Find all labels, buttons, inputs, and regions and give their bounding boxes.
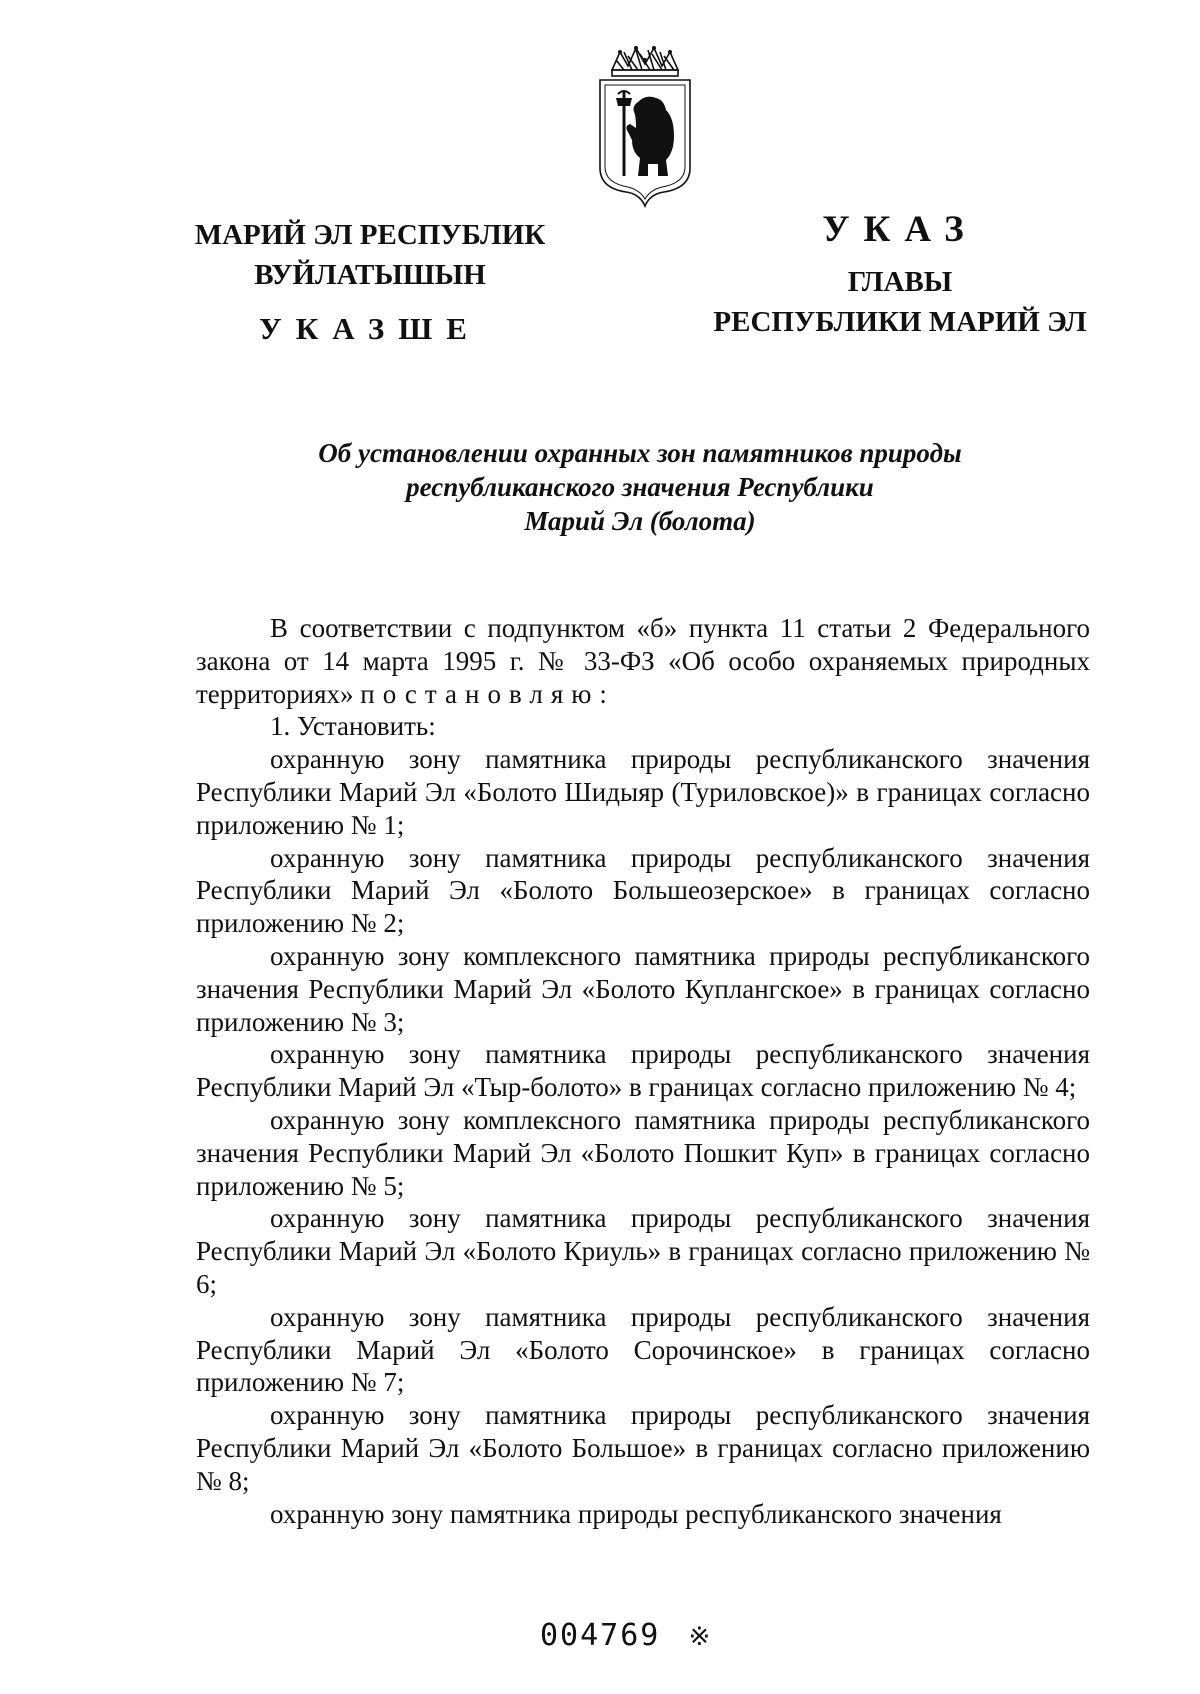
decorative-star-icon: ※: [688, 1622, 711, 1652]
zone-paragraph: охранную зону комплексного памятника природы республиканского значения Республики Марий Эл «Болото Куплангское» в границах согласно приложению № 3;: [196, 940, 1090, 1037]
serial-number-text: 004769: [540, 1618, 661, 1653]
zone-paragraph: охранную зону памятника природы республиканского значения Республики Марий Эл «Болото Большое» в границах согласно приложению № 8;: [196, 1400, 1090, 1496]
resolve-word: постановляю:: [360, 678, 615, 709]
title-line2: республиканского значения Республики: [406, 472, 874, 502]
document-title: [200, 436, 1080, 538]
header-right-ukaz: УКАЗ: [822, 209, 978, 250]
zone-paragraph: охранную зону памятника природы республиканского значения Республики Марий Эл «Тыр-болото» в границах согласно приложению № 4;: [196, 1039, 1090, 1103]
title-line1: Об установлении охранных зон памятников природы: [318, 438, 962, 468]
zone-paragraph: охранную зону памятника природы республиканского значения Республики Марий Эл «Болото Большеозерское» в границах согласно приложению № 2;: [196, 842, 1090, 939]
intro-paragraph: [196, 612, 1090, 710]
document-body: [196, 612, 1090, 1530]
header-left-ukazshe: УКАЗШЕ: [259, 311, 481, 346]
zone-paragraph: охранную зону памятника природы республиканского значения Республики Марий Эл «Болото Сорочинское» в границах согласно приложению № 7;: [196, 1301, 1090, 1398]
coat-of-arms-icon: [594, 40, 696, 212]
header-left-line2: ВУЙЛАТЫШЫН: [254, 259, 486, 291]
zone-paragraph: охранную зону комплексного памятника природы республиканского значения Республики Марий Эл «Болото Пошкит Куп» в границах согласно приложению № 5;: [196, 1104, 1090, 1201]
header-left: [175, 215, 565, 349]
header-right-line3: РЕСПУБЛИКИ МАРИЙ ЭЛ: [713, 306, 1087, 338]
serial-number: [540, 1618, 780, 1653]
zone-paragraph: охранную зону памятника природы республиканского значения Республики Марий Эл «Болото Шидыяр (Туриловское)» в границах согласно приложению № 1;: [196, 744, 1090, 840]
title-line3: Марий Эл (болота): [524, 506, 756, 536]
zone-paragraph: охранную зону памятника природы республиканского значения: [270, 1498, 1002, 1529]
intro-text: В соответствии с подпунктом «б» пункта 11 статьи 2 Федерального закона от 14 марта 1995 г. № 33-ФЗ «Об особо охраняемых природных территориях»: [196, 613, 1090, 709]
header-right-line2: ГЛАВЫ: [847, 266, 953, 298]
item-1: 1. Установить:: [270, 711, 436, 742]
zone-paragraph: охранную зону памятника природы республиканского значения Республики Марий Эл «Болото Криуль» в границах согласно приложению № 6;: [196, 1203, 1090, 1299]
header-right: [695, 210, 1105, 342]
header-left-line1: МАРИЙ ЭЛ РЕСПУБЛИК: [194, 219, 546, 251]
